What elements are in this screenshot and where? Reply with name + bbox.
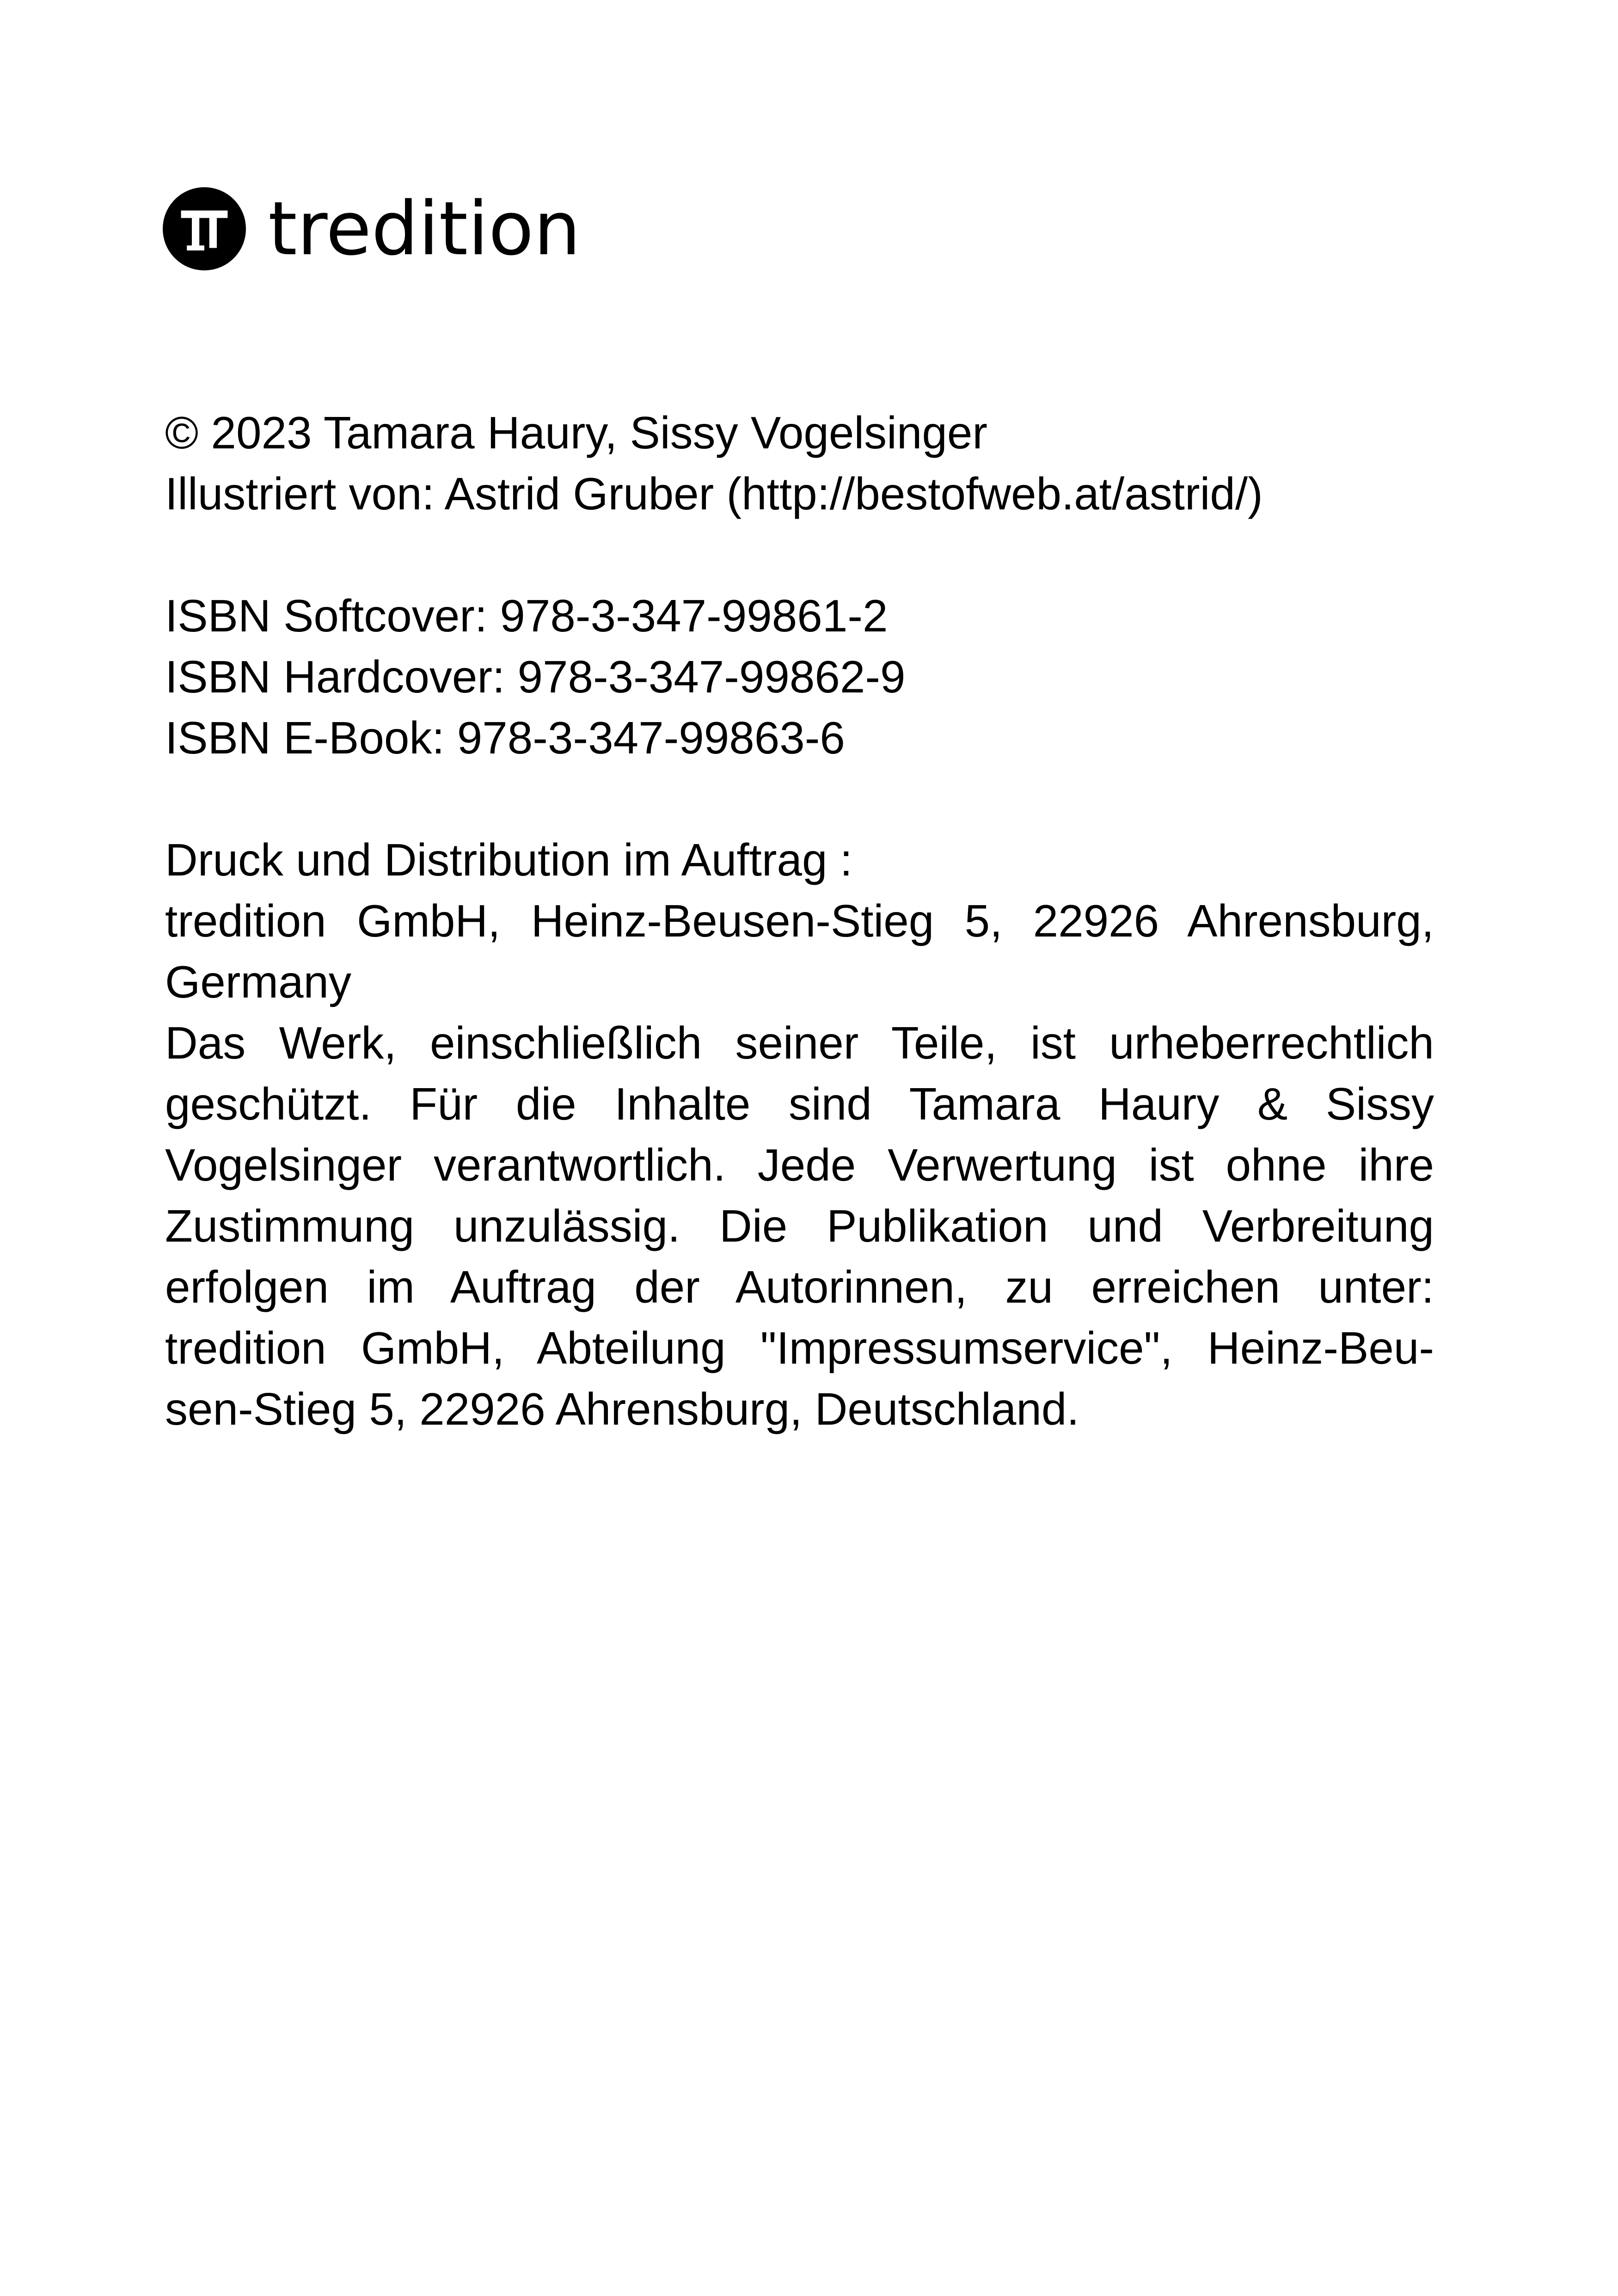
legal-notice-line: Vogelsinger verantwortlich. Jede Verwertung ist ohne ihre: [165, 1139, 1434, 1190]
legal-notice-line: geschützt. Für die Inhalte sind Tamara Haury & Sissy: [165, 1078, 1434, 1129]
legal-notice-line: sen-Stieg 5, 22926 Ahrensburg, Deutschland.: [165, 1384, 1079, 1434]
publisher-logo: [163, 187, 581, 270]
isbn-hardcover: ISBN Hardcover: 978-3-347-99862-9: [165, 651, 906, 702]
legal-notice-line: Das Werk, einschließlich seiner Teile, ist urheberrechtlich: [165, 1017, 1434, 1068]
illustrator-line: Illustriert von: Astrid Gruber (http://bestofweb.at/astrid/): [165, 468, 1263, 519]
copyright-line: © 2023 Tamara Haury, Sissy Vogelsinger: [165, 407, 988, 458]
logo-wordmark: tredition: [268, 185, 581, 272]
legal-notice-line: erfolgen im Auftrag der Autorinnen, zu erreichen unter:: [165, 1261, 1434, 1312]
isbn-ebook: ISBN E-Book: 978-3-347-99863-6: [165, 712, 845, 763]
isbn-softcover: ISBN Softcover: 978-3-347-99861-2: [165, 590, 888, 641]
imprint-text: [165, 402, 1434, 1439]
distribution-address-line: Germany: [165, 956, 352, 1007]
distribution-label: Druck und Distribution im Auftrag :: [165, 834, 852, 885]
legal-notice-line: tredition GmbH, Abteilung "Impressumservice", Heinz-Beu-: [165, 1322, 1434, 1373]
tredition-logo-icon: [163, 187, 246, 270]
distribution-address-line: tredition GmbH, Heinz-Beusen-Stieg 5, 22926 Ahrensburg,: [165, 895, 1434, 946]
legal-notice-line: Zustimmung unzulässig. Die Publikation und Verbreitung: [165, 1200, 1434, 1251]
